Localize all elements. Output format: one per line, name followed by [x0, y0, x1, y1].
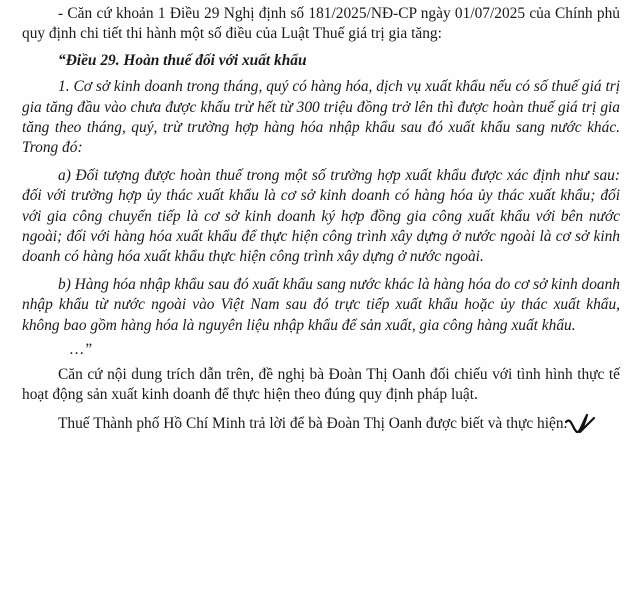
- legal-basis-paragraph: - Căn cứ khoản 1 Điều 29 Nghị định số 181/2025/NĐ-CP ngày 01/07/2025 của Chính phủ quy định chi tiết thi hành một số điều của Luật Thuế giá trị gia tăng:: [22, 5, 620, 43]
- closing-text: Thuế Thành phố Hồ Chí Minh trả lời để bà Đoàn Thị Oanh được biết và thực hiện.: [58, 415, 568, 433]
- quote-ellipsis: …”: [70, 341, 93, 359]
- request-paragraph: Căn cứ nội dung trích dẫn trên, đề nghị bà Đoàn Thị Oanh đối chiếu với tình hình thực tế hoạt động sản xuất kinh doanh để thực hiện theo đúng quy định pháp luật.: [22, 365, 620, 403]
- clause-1-paragraph: 1. Cơ sở kinh doanh trong tháng, quý có hàng hóa, dịch vụ xuất khẩu nếu có số thuế giá trị gia tăng đầu vào chưa được khấu trừ hết từ 300 triệu đồng trở lên thì được hoàn thuế giá trị gia tăng theo tháng, quý, trừ trường hợp hàng hóa nhập khẩu sau đó xuất khẩu sang nước khác. Trong đó:: [22, 78, 620, 157]
- document-page: [22, 4, 620, 435]
- closing-paragraph: [22, 412, 620, 434]
- point-a-paragraph: a) Đối tượng được hoàn thuế trong một số trường hợp xuất khẩu được xác định như sau: đối với trường hợp ủy thác xuất khẩu là cơ sở kinh doanh có hàng hóa ủy thác xuất khẩu; đối với gia công chuyển tiếp là cơ sở kinh doanh ký hợp đồng gia công xuất khẩu với bên nước ngoài; đối với hàng hóa xuất khẩu để thực hiện công trình xây dựng ở nước ngoài là cơ sở kinh doanh có hàng hóa xuất khẩu thực hiện công trình xây dựng ở nước ngoài.: [22, 166, 620, 266]
- point-b-paragraph: b) Hàng hóa nhập khẩu sau đó xuất khẩu sang nước khác là hàng hóa do cơ sở kinh doanh nhập khẩu từ nước ngoài vào Việt Nam sau đó trực tiếp xuất khẩu hoặc ủy thác xuất khẩu, không bao gồm hàng hóa là nguyên liệu nhập khẩu để sản xuất, gia công hàng xuất khẩu.: [22, 275, 620, 334]
- article-heading: “Điều 29. Hoàn thuế đối với xuất khẩu: [58, 51, 307, 69]
- signature-mark: [563, 412, 597, 434]
